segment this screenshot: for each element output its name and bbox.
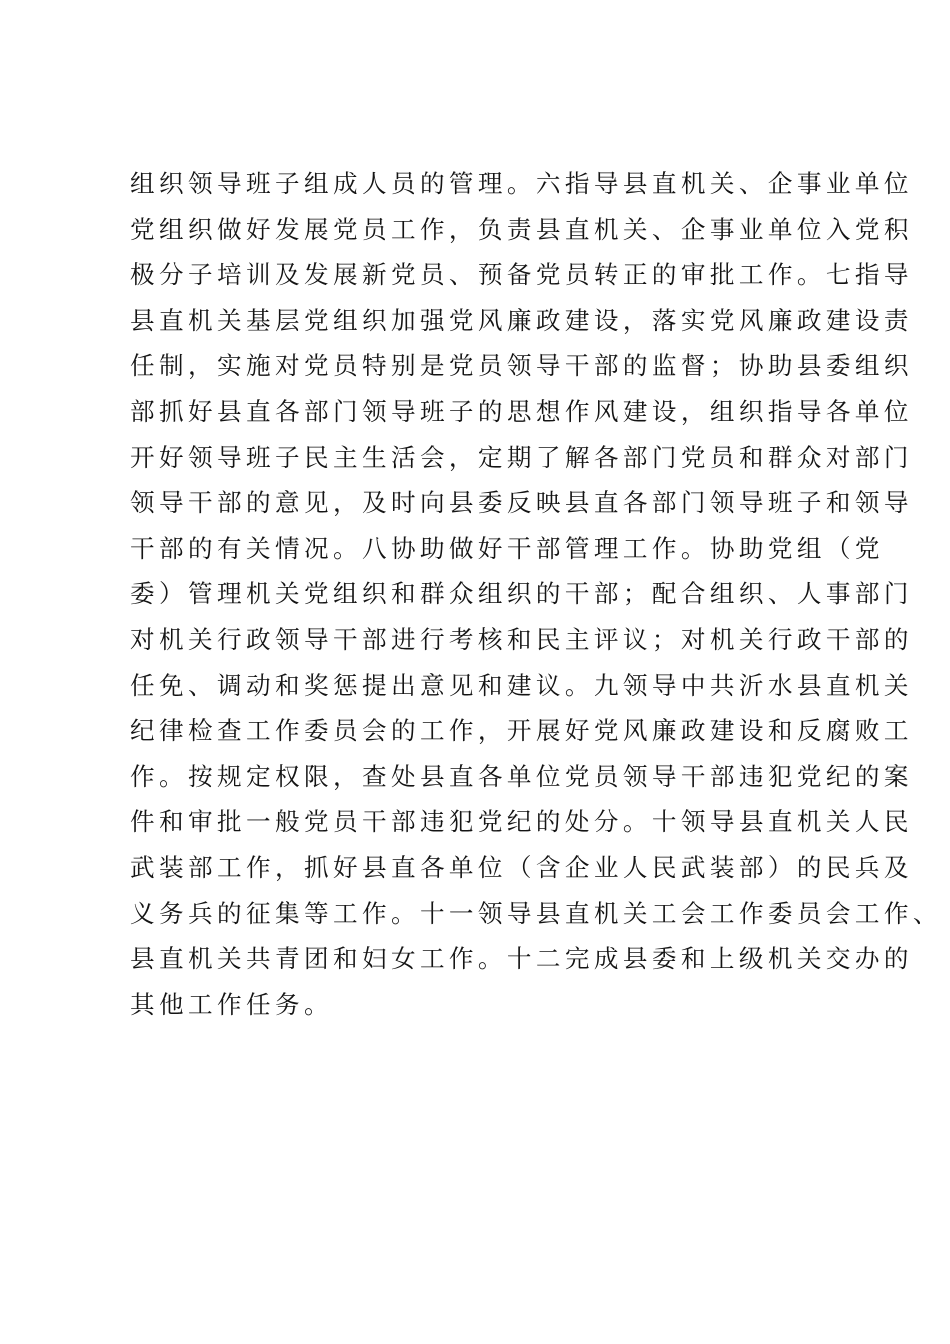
text-line: 任免、调动和奖惩提出意见和建议。九领导中共沂水县直机关 (130, 670, 913, 700)
text-line: 对机关行政领导干部进行考核和民主评议；对机关行政干部的 (130, 624, 913, 654)
text-line: 党组织做好发展党员工作，负责县直机关、企事业单位入党积 (130, 214, 913, 244)
text-line: 县直机关共青团和妇女工作。十二完成县委和上级机关交办的 (130, 944, 913, 974)
text-line: 作。按规定权限，查处县直各单位党员领导干部违犯党纪的案 (130, 761, 913, 791)
text-line: 领导干部的意见，及时向县委反映县直各部门领导班子和领导 (130, 488, 913, 518)
text-line: 部抓好县直各部门领导班子的思想作风建设，组织指导各单位 (130, 396, 913, 426)
text-line: 武装部工作，抓好县直各单位（含企业人民武装部）的民兵及 (130, 852, 913, 882)
text-line: 任制，实施对党员特别是党员领导干部的监督；协助县委组织 (130, 351, 913, 381)
text-line: 干部的有关情况。八协助做好干部管理工作。协助党组（党 (130, 533, 884, 563)
text-line: 件和审批一般党员干部违犯党纪的处分。十领导县直机关人民 (130, 807, 913, 837)
text-line: 极分子培训及发展新党员、预备党员转正的审批工作。七指导 (130, 260, 913, 290)
text-line: 纪律检查工作委员会的工作，开展好党风廉政建设和反腐败工 (130, 716, 913, 746)
text-line: 组织领导班子组成人员的管理。六指导县直机关、企事业单位 (130, 169, 913, 198)
text-line: 其他工作任务。 (130, 989, 333, 1019)
body-text (130, 161, 942, 1027)
text-line: 开好领导班子民主生活会，定期了解各部门党员和群众对部门 (130, 442, 913, 472)
text-line: 县直机关基层党组织加强党风廉政建设，落实党风廉政建设责 (130, 305, 913, 335)
text-line: 义务兵的征集等工作。十一领导县直机关工会工作委员会工作、 (130, 898, 942, 928)
text-line: 委）管理机关党组织和群众组织的干部；配合组织、人事部门 (130, 579, 913, 609)
